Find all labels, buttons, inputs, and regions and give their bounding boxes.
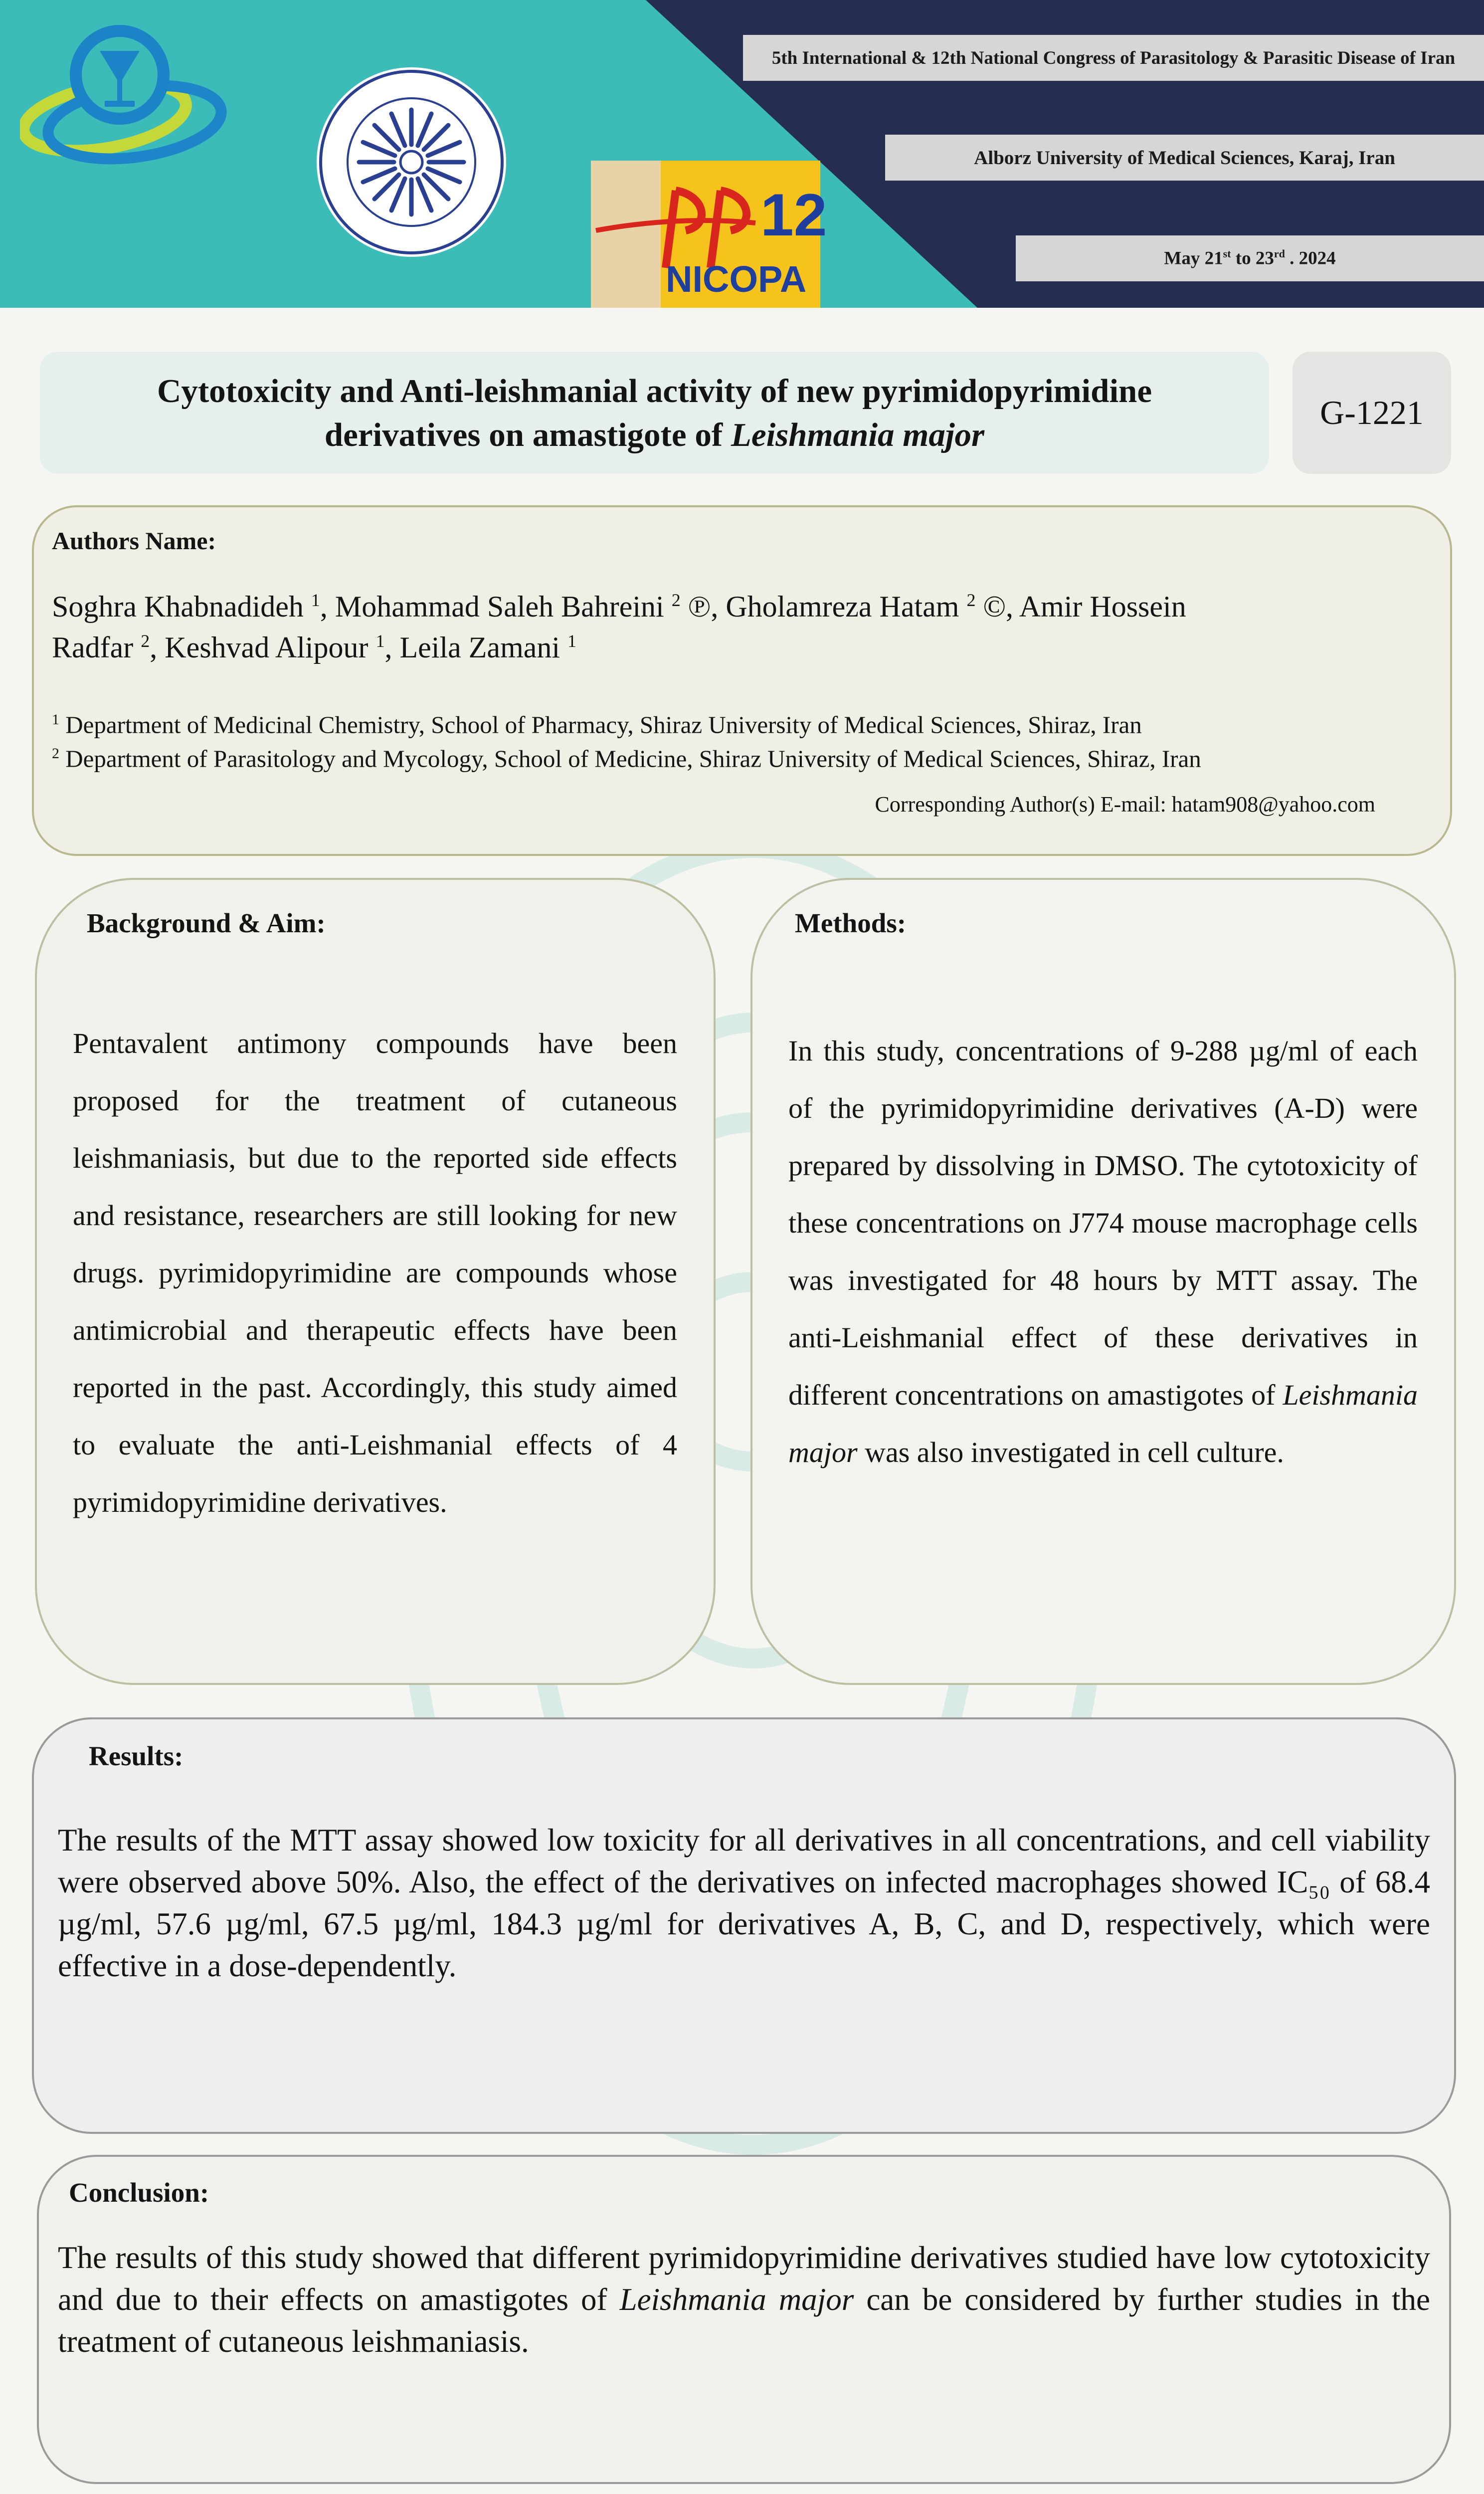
title-line-2: derivatives on amastigote of Leishmania major [324, 416, 985, 453]
congress-name-bar [743, 35, 1484, 81]
university-logo-icon [20, 15, 229, 185]
title-line-1: Cytotoxicity and Anti-leishmanial activity of new pyrimidopyrimidine [157, 372, 1152, 410]
methods-section [750, 878, 1456, 1685]
date-bar [1016, 235, 1484, 281]
affiliation-2: $^2$ Department of Parasitology and Mycology, School of Medicine, Shiraz University of Medical Sciences, Shiraz, Iran [52, 745, 1201, 773]
poster-header [0, 0, 1484, 308]
venue-name: Alborz University of Medical Sciences, Karaj, Iran [974, 147, 1395, 169]
methods-heading: Methods: [795, 908, 907, 938]
nicopa-logo [591, 161, 827, 308]
society-seal-icon [314, 65, 509, 259]
background-text: Pentavalent antimony compounds have been proposed for the treatment of cutaneous leishmaniasis, but due to the reported side effects and resistance, researchers are still looking for new drugs. pyrimidopyrimidine are compounds whose antimicrobial and therapeutic effects have been reported in the past. Accordingly, this study aimed to evaluate the anti-Leishmanial effects of 4 pyrimidopyrimidine derivatives. [73, 1027, 677, 1518]
results-heading: Results: [89, 1741, 184, 1771]
congress-date: May 21st to 23rd . 2024 [1164, 247, 1336, 269]
authors-line-2: Radfar $^2$, Keshvad Alipour $^1$, Leila Zamani $^1$ [52, 631, 577, 664]
results-text: The results of the MTT assay showed low toxicity for all derivatives in all concentrations, and cell viability were observed above 50%. Also, the effect of the derivatives on infected macrophages showed IC₅₀ of 68.4 µg/ml, 57.6 µg/ml, 67.5 µg/ml, 184.3 µg/ml for derivatives A, B, C, and D, respectively, which were effective in a dose-dependently. [58, 1823, 1430, 1983]
conclusion-text: The results of this study showed that different pyrimidopyrimidine derivatives studied have low cytotoxicity and due to their effects on amastigotes of Leishmania major can be considered by further studies in the treatment of cutaneous leishmaniasis. [58, 2240, 1430, 2359]
methods-text: In this study, concentrations of 9-288 µg/ml of each of the pyrimidopyrimidine derivatives (A-D) were prepared by dissolving in DMSO. The cytotoxicity of these concentrations on J774 mouse macrophage cells was investigated for 48 hours by MTT assay. The anti-Leishmanial effect of these derivatives in different concentrations on amastigotes of Leishmania major was also investigated in cell culture. [788, 1035, 1418, 1468]
authors-heading: Authors Name: [52, 527, 216, 555]
affiliation-1: $^1$ Department of Medicinal Chemistry, School of Pharmacy, Shiraz University of Medical Sciences, Shiraz, Iran [52, 711, 1142, 739]
conclusion-heading: Conclusion: [69, 2177, 209, 2208]
poster-title [40, 352, 1269, 474]
poster-code [1293, 352, 1451, 474]
nicopa-number: 12 [760, 182, 827, 248]
corresponding-email: Corresponding Author(s) E-mail: hatam908@yahoo.com [875, 792, 1375, 817]
venue-bar [885, 135, 1484, 181]
background-heading: Background & Aim: [87, 908, 326, 938]
authors-section [32, 505, 1452, 856]
conclusion-section [37, 2155, 1451, 2484]
congress-name: 5th International & 12th National Congress of Parasitology & Parasitic Disease of Iran [771, 47, 1456, 68]
background-section [35, 878, 716, 1685]
results-section [32, 1717, 1456, 2134]
nicopa-wordmark: NICOPA [666, 258, 807, 300]
authors-line-1: Soghra Khabnadideh $^1$, Mohammad Saleh Bahreini $^2$ ℗, Gholamreza Hatam $^2$ ©, Amir Hossein [52, 590, 1186, 623]
poster-code-text: G-1221 [1320, 394, 1424, 431]
